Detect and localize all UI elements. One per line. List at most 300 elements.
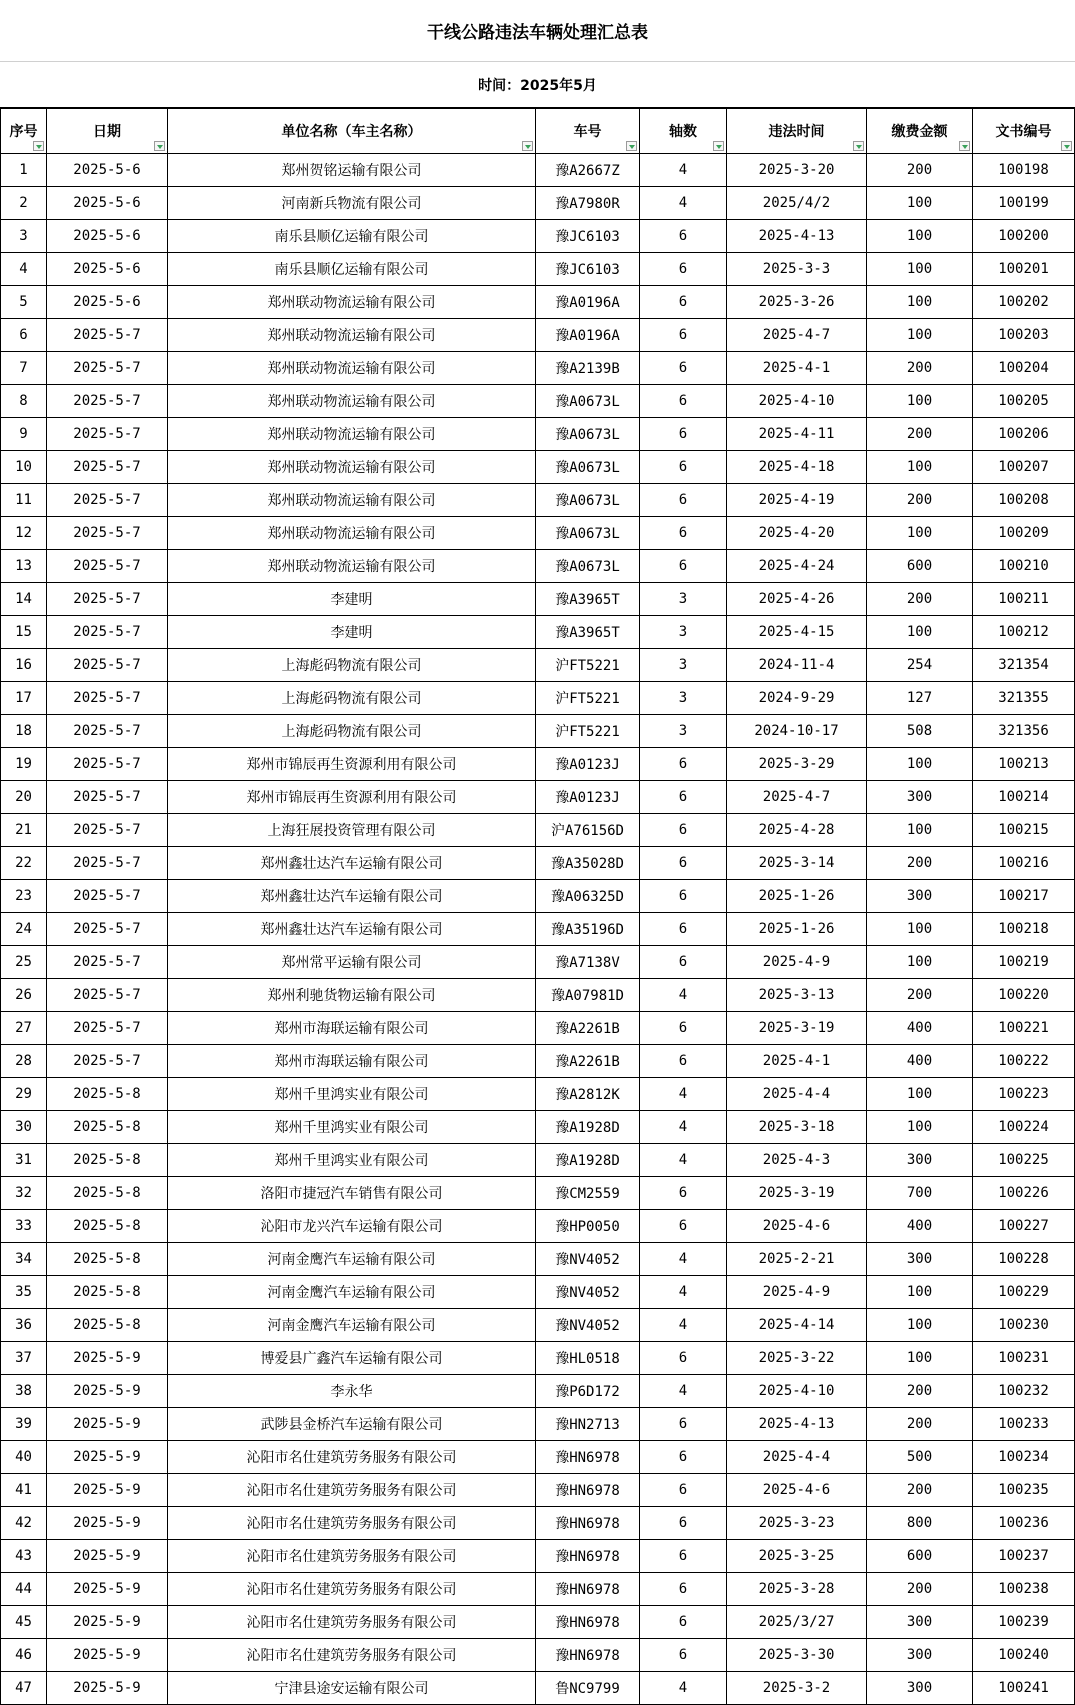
date-cell[interactable]: 2025-5-7	[47, 1012, 168, 1045]
company-cell[interactable]: 南乐县顺亿运输有限公司	[168, 253, 536, 286]
plate-cell[interactable]: 豫A2812K	[536, 1078, 640, 1111]
axle-cell[interactable]: 6	[640, 1045, 727, 1078]
company-cell[interactable]: 郑州千里鸿实业有限公司	[168, 1111, 536, 1144]
doc-number-cell[interactable]: 100230	[973, 1309, 1075, 1342]
axle-cell[interactable]: 6	[640, 1342, 727, 1375]
plate-cell[interactable]: 豫A0673L	[536, 484, 640, 517]
axle-cell[interactable]: 6	[640, 319, 727, 352]
date-cell[interactable]: 2025-5-6	[47, 187, 168, 220]
axle-cell[interactable]: 6	[640, 913, 727, 946]
seq-cell[interactable]: 1	[1, 154, 47, 187]
violation-time-cell[interactable]: 2025-4-24	[727, 550, 867, 583]
violation-time-cell[interactable]: 2025-3-28	[727, 1573, 867, 1606]
doc-number-cell[interactable]: 100227	[973, 1210, 1075, 1243]
date-cell[interactable]: 2025-5-9	[47, 1408, 168, 1441]
doc-number-cell[interactable]: 100237	[973, 1540, 1075, 1573]
doc-number-cell[interactable]: 100212	[973, 616, 1075, 649]
date-cell[interactable]: 2025-5-7	[47, 814, 168, 847]
seq-cell[interactable]: 21	[1, 814, 47, 847]
seq-cell[interactable]: 29	[1, 1078, 47, 1111]
axle-cell[interactable]: 6	[640, 1177, 727, 1210]
seq-cell[interactable]: 42	[1, 1507, 47, 1540]
filter-dropdown-icon[interactable]	[626, 141, 637, 151]
date-cell[interactable]: 2025-5-7	[47, 682, 168, 715]
company-cell[interactable]: 博爱县广鑫汽车运输有限公司	[168, 1342, 536, 1375]
doc-number-cell[interactable]: 100206	[973, 418, 1075, 451]
company-cell[interactable]: 郑州联动物流运输有限公司	[168, 319, 536, 352]
fee-cell[interactable]: 100	[867, 517, 973, 550]
fee-cell[interactable]: 100	[867, 187, 973, 220]
doc-number-cell[interactable]: 100214	[973, 781, 1075, 814]
company-cell[interactable]: 郑州联动物流运输有限公司	[168, 484, 536, 517]
violation-time-cell[interactable]: 2025-4-6	[727, 1210, 867, 1243]
company-cell[interactable]: 郑州鑫壮达汽车运输有限公司	[168, 847, 536, 880]
axle-cell[interactable]: 6	[640, 484, 727, 517]
doc-number-cell[interactable]: 100204	[973, 352, 1075, 385]
axle-cell[interactable]: 3	[640, 583, 727, 616]
violation-time-cell[interactable]: 2025-3-18	[727, 1111, 867, 1144]
fee-cell[interactable]: 100	[867, 748, 973, 781]
date-cell[interactable]: 2025-5-7	[47, 319, 168, 352]
doc-number-cell[interactable]: 100209	[973, 517, 1075, 550]
company-cell[interactable]: 李建明	[168, 616, 536, 649]
plate-cell[interactable]: 豫A07981D	[536, 979, 640, 1012]
violation-time-cell[interactable]: 2025-4-9	[727, 1276, 867, 1309]
violation-time-cell[interactable]: 2025-4-15	[727, 616, 867, 649]
doc-number-cell[interactable]: 100220	[973, 979, 1075, 1012]
violation-time-cell[interactable]: 2025/3/27	[727, 1606, 867, 1639]
axle-cell[interactable]: 4	[640, 1111, 727, 1144]
plate-cell[interactable]: 豫A35196D	[536, 913, 640, 946]
date-cell[interactable]: 2025-5-9	[47, 1606, 168, 1639]
axle-cell[interactable]: 4	[640, 1672, 727, 1705]
plate-cell[interactable]: 豫HN6978	[536, 1441, 640, 1474]
doc-number-cell[interactable]: 100216	[973, 847, 1075, 880]
plate-cell[interactable]: 豫A3965T	[536, 616, 640, 649]
axle-cell[interactable]: 4	[640, 979, 727, 1012]
plate-cell[interactable]: 豫HL0518	[536, 1342, 640, 1375]
company-cell[interactable]: 郑州联动物流运输有限公司	[168, 385, 536, 418]
company-cell[interactable]: 李建明	[168, 583, 536, 616]
violation-time-cell[interactable]: 2025-3-14	[727, 847, 867, 880]
fee-cell[interactable]: 400	[867, 1012, 973, 1045]
doc-number-cell[interactable]: 100200	[973, 220, 1075, 253]
fee-cell[interactable]: 100	[867, 451, 973, 484]
date-cell[interactable]: 2025-5-9	[47, 1639, 168, 1672]
company-cell[interactable]: 郑州千里鸿实业有限公司	[168, 1078, 536, 1111]
seq-cell[interactable]: 30	[1, 1111, 47, 1144]
company-cell[interactable]: 沁阳市名仕建筑劳务服务有限公司	[168, 1441, 536, 1474]
violation-time-cell[interactable]: 2025-4-9	[727, 946, 867, 979]
seq-cell[interactable]: 6	[1, 319, 47, 352]
company-cell[interactable]: 上海彪码物流有限公司	[168, 715, 536, 748]
violation-time-cell[interactable]: 2025-4-7	[727, 319, 867, 352]
seq-cell[interactable]: 33	[1, 1210, 47, 1243]
axle-cell[interactable]: 6	[640, 385, 727, 418]
plate-cell[interactable]: 豫HN6978	[536, 1639, 640, 1672]
company-cell[interactable]: 郑州常平运输有限公司	[168, 946, 536, 979]
fee-cell[interactable]: 200	[867, 847, 973, 880]
date-cell[interactable]: 2025-5-9	[47, 1573, 168, 1606]
doc-number-cell[interactable]: 100232	[973, 1375, 1075, 1408]
plate-cell[interactable]: 豫A0196A	[536, 319, 640, 352]
axle-cell[interactable]: 6	[640, 1408, 727, 1441]
company-cell[interactable]: 洛阳市捷冠汽车销售有限公司	[168, 1177, 536, 1210]
axle-cell[interactable]: 6	[640, 253, 727, 286]
plate-cell[interactable]: 豫NV4052	[536, 1243, 640, 1276]
company-cell[interactable]: 郑州利驰货物运输有限公司	[168, 979, 536, 1012]
date-cell[interactable]: 2025-5-8	[47, 1309, 168, 1342]
plate-cell[interactable]: 豫A3965T	[536, 583, 640, 616]
company-cell[interactable]: 郑州联动物流运输有限公司	[168, 286, 536, 319]
axle-cell[interactable]: 6	[640, 220, 727, 253]
axle-cell[interactable]: 4	[640, 1375, 727, 1408]
seq-cell[interactable]: 13	[1, 550, 47, 583]
fee-cell[interactable]: 300	[867, 1606, 973, 1639]
company-cell[interactable]: 河南金鹰汽车运输有限公司	[168, 1309, 536, 1342]
company-cell[interactable]: 郑州联动物流运输有限公司	[168, 517, 536, 550]
doc-number-cell[interactable]: 100234	[973, 1441, 1075, 1474]
fee-cell[interactable]: 100	[867, 616, 973, 649]
doc-number-cell[interactable]: 321355	[973, 682, 1075, 715]
filter-dropdown-icon[interactable]	[1061, 141, 1072, 151]
company-cell[interactable]: 郑州鑫壮达汽车运输有限公司	[168, 880, 536, 913]
violation-time-cell[interactable]: 2025-3-26	[727, 286, 867, 319]
date-cell[interactable]: 2025-5-7	[47, 1045, 168, 1078]
date-cell[interactable]: 2025-5-6	[47, 220, 168, 253]
fee-cell[interactable]: 100	[867, 319, 973, 352]
date-cell[interactable]: 2025-5-7	[47, 847, 168, 880]
plate-cell[interactable]: 豫NV4052	[536, 1276, 640, 1309]
violation-time-cell[interactable]: 2025-3-3	[727, 253, 867, 286]
company-cell[interactable]: 沁阳市名仕建筑劳务服务有限公司	[168, 1474, 536, 1507]
violation-time-cell[interactable]: 2025-3-2	[727, 1672, 867, 1705]
date-cell[interactable]: 2025-5-7	[47, 385, 168, 418]
date-cell[interactable]: 2025-5-7	[47, 484, 168, 517]
violation-time-cell[interactable]: 2025-4-4	[727, 1441, 867, 1474]
doc-number-cell[interactable]: 100225	[973, 1144, 1075, 1177]
date-cell[interactable]: 2025-5-7	[47, 715, 168, 748]
fee-cell[interactable]: 700	[867, 1177, 973, 1210]
seq-cell[interactable]: 15	[1, 616, 47, 649]
seq-cell[interactable]: 38	[1, 1375, 47, 1408]
company-cell[interactable]: 上海狂展投资管理有限公司	[168, 814, 536, 847]
plate-cell[interactable]: 沪FT5221	[536, 682, 640, 715]
violation-time-cell[interactable]: 2025-4-13	[727, 220, 867, 253]
date-cell[interactable]: 2025-5-7	[47, 451, 168, 484]
fee-cell[interactable]: 100	[867, 1111, 973, 1144]
violation-time-cell[interactable]: 2025-1-26	[727, 880, 867, 913]
plate-cell[interactable]: 豫HP0050	[536, 1210, 640, 1243]
doc-number-cell[interactable]: 100235	[973, 1474, 1075, 1507]
date-cell[interactable]: 2025-5-6	[47, 154, 168, 187]
plate-cell[interactable]: 豫A2261B	[536, 1045, 640, 1078]
axle-cell[interactable]: 4	[640, 1144, 727, 1177]
seq-cell[interactable]: 19	[1, 748, 47, 781]
axle-cell[interactable]: 4	[640, 1243, 727, 1276]
seq-cell[interactable]: 41	[1, 1474, 47, 1507]
plate-cell[interactable]: 豫A7980R	[536, 187, 640, 220]
date-cell[interactable]: 2025-5-8	[47, 1276, 168, 1309]
axle-cell[interactable]: 3	[640, 649, 727, 682]
fee-cell[interactable]: 100	[867, 913, 973, 946]
violation-time-cell[interactable]: 2025-4-10	[727, 385, 867, 418]
doc-number-cell[interactable]: 100223	[973, 1078, 1075, 1111]
violation-time-cell[interactable]: 2025-4-13	[727, 1408, 867, 1441]
doc-number-cell[interactable]: 100238	[973, 1573, 1075, 1606]
plate-cell[interactable]: 豫A2139B	[536, 352, 640, 385]
violation-time-cell[interactable]: 2025-4-18	[727, 451, 867, 484]
fee-cell[interactable]: 100	[867, 1276, 973, 1309]
axle-cell[interactable]: 4	[640, 1078, 727, 1111]
company-cell[interactable]: 郑州联动物流运输有限公司	[168, 418, 536, 451]
seq-cell[interactable]: 20	[1, 781, 47, 814]
plate-cell[interactable]: 豫A0673L	[536, 418, 640, 451]
axle-cell[interactable]: 4	[640, 1276, 727, 1309]
doc-number-cell[interactable]: 100221	[973, 1012, 1075, 1045]
date-cell[interactable]: 2025-5-8	[47, 1243, 168, 1276]
plate-cell[interactable]: 豫A1928D	[536, 1144, 640, 1177]
date-cell[interactable]: 2025-5-8	[47, 1144, 168, 1177]
violation-time-cell[interactable]: 2025-4-26	[727, 583, 867, 616]
violation-time-cell[interactable]: 2025-4-3	[727, 1144, 867, 1177]
axle-cell[interactable]: 4	[640, 187, 727, 220]
doc-number-cell[interactable]: 100222	[973, 1045, 1075, 1078]
axle-cell[interactable]: 6	[640, 1474, 727, 1507]
doc-number-cell[interactable]: 100228	[973, 1243, 1075, 1276]
date-cell[interactable]: 2025-5-7	[47, 583, 168, 616]
date-cell[interactable]: 2025-5-7	[47, 616, 168, 649]
axle-cell[interactable]: 6	[640, 814, 727, 847]
date-cell[interactable]: 2025-5-7	[47, 352, 168, 385]
axle-cell[interactable]: 6	[640, 946, 727, 979]
axle-cell[interactable]: 6	[640, 781, 727, 814]
date-cell[interactable]: 2025-5-9	[47, 1474, 168, 1507]
fee-cell[interactable]: 600	[867, 1540, 973, 1573]
seq-cell[interactable]: 4	[1, 253, 47, 286]
seq-cell[interactable]: 16	[1, 649, 47, 682]
plate-cell[interactable]: 沪FT5221	[536, 715, 640, 748]
date-cell[interactable]: 2025-5-6	[47, 286, 168, 319]
axle-cell[interactable]: 6	[640, 352, 727, 385]
plate-cell[interactable]: 豫NV4052	[536, 1309, 640, 1342]
seq-cell[interactable]: 11	[1, 484, 47, 517]
company-cell[interactable]: 郑州贺铭运输有限公司	[168, 154, 536, 187]
date-cell[interactable]: 2025-5-6	[47, 253, 168, 286]
doc-number-cell[interactable]: 100229	[973, 1276, 1075, 1309]
doc-number-cell[interactable]: 100219	[973, 946, 1075, 979]
doc-number-cell[interactable]: 100201	[973, 253, 1075, 286]
plate-cell[interactable]: 豫P6D172	[536, 1375, 640, 1408]
doc-number-cell[interactable]: 100224	[973, 1111, 1075, 1144]
violation-time-cell[interactable]: 2024-10-17	[727, 715, 867, 748]
seq-cell[interactable]: 14	[1, 583, 47, 616]
doc-number-cell[interactable]: 321356	[973, 715, 1075, 748]
axle-cell[interactable]: 6	[640, 748, 727, 781]
company-cell[interactable]: 沁阳市名仕建筑劳务服务有限公司	[168, 1573, 536, 1606]
date-cell[interactable]: 2025-5-8	[47, 1177, 168, 1210]
axle-cell[interactable]: 6	[640, 1540, 727, 1573]
date-cell[interactable]: 2025-5-9	[47, 1540, 168, 1573]
date-cell[interactable]: 2025-5-7	[47, 649, 168, 682]
violation-time-cell[interactable]: 2025-3-30	[727, 1639, 867, 1672]
filter-dropdown-icon[interactable]	[33, 141, 44, 151]
fee-cell[interactable]: 400	[867, 1210, 973, 1243]
seq-cell[interactable]: 40	[1, 1441, 47, 1474]
plate-cell[interactable]: 沪A76156D	[536, 814, 640, 847]
axle-cell[interactable]: 3	[640, 715, 727, 748]
fee-cell[interactable]: 500	[867, 1441, 973, 1474]
filter-dropdown-icon[interactable]	[154, 141, 165, 151]
violation-time-cell[interactable]: 2025-4-6	[727, 1474, 867, 1507]
violation-time-cell[interactable]: 2025-3-19	[727, 1177, 867, 1210]
doc-number-cell[interactable]: 100217	[973, 880, 1075, 913]
fee-cell[interactable]: 600	[867, 550, 973, 583]
violation-time-cell[interactable]: 2025-3-23	[727, 1507, 867, 1540]
plate-cell[interactable]: 豫A0123J	[536, 748, 640, 781]
company-cell[interactable]: 沁阳市名仕建筑劳务服务有限公司	[168, 1507, 536, 1540]
company-cell[interactable]: 沁阳市名仕建筑劳务服务有限公司	[168, 1606, 536, 1639]
doc-number-cell[interactable]: 100203	[973, 319, 1075, 352]
seq-cell[interactable]: 26	[1, 979, 47, 1012]
violation-time-cell[interactable]: 2025-4-4	[727, 1078, 867, 1111]
company-cell[interactable]: 郑州联动物流运输有限公司	[168, 451, 536, 484]
violation-time-cell[interactable]: 2025-4-20	[727, 517, 867, 550]
plate-cell[interactable]: 豫A0196A	[536, 286, 640, 319]
company-cell[interactable]: 郑州市锦辰再生资源利用有限公司	[168, 781, 536, 814]
company-cell[interactable]: 郑州千里鸿实业有限公司	[168, 1144, 536, 1177]
date-cell[interactable]: 2025-5-9	[47, 1342, 168, 1375]
violation-time-cell[interactable]: 2025-4-1	[727, 352, 867, 385]
violation-time-cell[interactable]: 2025-3-19	[727, 1012, 867, 1045]
company-cell[interactable]: 沁阳市名仕建筑劳务服务有限公司	[168, 1639, 536, 1672]
seq-cell[interactable]: 23	[1, 880, 47, 913]
violation-time-cell[interactable]: 2025-3-13	[727, 979, 867, 1012]
date-cell[interactable]: 2025-5-7	[47, 979, 168, 1012]
doc-number-cell[interactable]: 100239	[973, 1606, 1075, 1639]
axle-cell[interactable]: 6	[640, 286, 727, 319]
seq-cell[interactable]: 36	[1, 1309, 47, 1342]
fee-cell[interactable]: 300	[867, 1639, 973, 1672]
fee-cell[interactable]: 200	[867, 979, 973, 1012]
company-cell[interactable]: 郑州市海联运输有限公司	[168, 1045, 536, 1078]
seq-cell[interactable]: 12	[1, 517, 47, 550]
violation-time-cell[interactable]: 2025-3-22	[727, 1342, 867, 1375]
axle-cell[interactable]: 6	[640, 517, 727, 550]
seq-cell[interactable]: 35	[1, 1276, 47, 1309]
company-cell[interactable]: 郑州市锦辰再生资源利用有限公司	[168, 748, 536, 781]
plate-cell[interactable]: 鲁NC9799	[536, 1672, 640, 1705]
violation-time-cell[interactable]: 2025/4/2	[727, 187, 867, 220]
seq-cell[interactable]: 39	[1, 1408, 47, 1441]
axle-cell[interactable]: 6	[640, 1573, 727, 1606]
doc-number-cell[interactable]: 100202	[973, 286, 1075, 319]
fee-cell[interactable]: 200	[867, 1573, 973, 1606]
axle-cell[interactable]: 6	[640, 550, 727, 583]
fee-cell[interactable]: 300	[867, 1243, 973, 1276]
filter-dropdown-icon[interactable]	[713, 141, 724, 151]
plate-cell[interactable]: 豫JC6103	[536, 253, 640, 286]
axle-cell[interactable]: 6	[640, 847, 727, 880]
company-cell[interactable]: 郑州联动物流运输有限公司	[168, 352, 536, 385]
violation-time-cell[interactable]: 2025-4-1	[727, 1045, 867, 1078]
date-cell[interactable]: 2025-5-7	[47, 418, 168, 451]
filter-dropdown-icon[interactable]	[522, 141, 533, 151]
seq-cell[interactable]: 25	[1, 946, 47, 979]
fee-cell[interactable]: 300	[867, 1672, 973, 1705]
company-cell[interactable]: 李永华	[168, 1375, 536, 1408]
violation-time-cell[interactable]: 2025-4-14	[727, 1309, 867, 1342]
violation-time-cell[interactable]: 2025-2-21	[727, 1243, 867, 1276]
seq-cell[interactable]: 2	[1, 187, 47, 220]
doc-number-cell[interactable]: 100218	[973, 913, 1075, 946]
axle-cell[interactable]: 4	[640, 1309, 727, 1342]
company-cell[interactable]: 河南金鹰汽车运输有限公司	[168, 1276, 536, 1309]
seq-cell[interactable]: 17	[1, 682, 47, 715]
plate-cell[interactable]: 豫A0673L	[536, 550, 640, 583]
date-cell[interactable]: 2025-5-9	[47, 1507, 168, 1540]
plate-cell[interactable]: 豫A35028D	[536, 847, 640, 880]
fee-cell[interactable]: 100	[867, 814, 973, 847]
plate-cell[interactable]: 豫CM2559	[536, 1177, 640, 1210]
company-cell[interactable]: 沁阳市名仕建筑劳务服务有限公司	[168, 1540, 536, 1573]
violation-time-cell[interactable]: 2025-3-20	[727, 154, 867, 187]
date-cell[interactable]: 2025-5-9	[47, 1375, 168, 1408]
violation-time-cell[interactable]: 2024-9-29	[727, 682, 867, 715]
doc-number-cell[interactable]: 100241	[973, 1672, 1075, 1705]
violation-time-cell[interactable]: 2024-11-4	[727, 649, 867, 682]
fee-cell[interactable]: 254	[867, 649, 973, 682]
plate-cell[interactable]: 豫A06325D	[536, 880, 640, 913]
company-cell[interactable]: 郑州鑫壮达汽车运输有限公司	[168, 913, 536, 946]
company-cell[interactable]: 沁阳市龙兴汽车运输有限公司	[168, 1210, 536, 1243]
seq-cell[interactable]: 18	[1, 715, 47, 748]
doc-number-cell[interactable]: 100215	[973, 814, 1075, 847]
fee-cell[interactable]: 300	[867, 781, 973, 814]
seq-cell[interactable]: 24	[1, 913, 47, 946]
axle-cell[interactable]: 6	[640, 1606, 727, 1639]
doc-number-cell[interactable]: 100208	[973, 484, 1075, 517]
axle-cell[interactable]: 6	[640, 451, 727, 484]
doc-number-cell[interactable]: 100198	[973, 154, 1075, 187]
doc-number-cell[interactable]: 100240	[973, 1639, 1075, 1672]
plate-cell[interactable]: 豫HN6978	[536, 1573, 640, 1606]
doc-number-cell[interactable]: 100213	[973, 748, 1075, 781]
date-cell[interactable]: 2025-5-7	[47, 550, 168, 583]
fee-cell[interactable]: 800	[867, 1507, 973, 1540]
fee-cell[interactable]: 200	[867, 1375, 973, 1408]
doc-number-cell[interactable]: 100211	[973, 583, 1075, 616]
fee-cell[interactable]: 200	[867, 418, 973, 451]
fee-cell[interactable]: 100	[867, 1078, 973, 1111]
company-cell[interactable]: 河南金鹰汽车运输有限公司	[168, 1243, 536, 1276]
doc-number-cell[interactable]: 100210	[973, 550, 1075, 583]
doc-number-cell[interactable]: 100226	[973, 1177, 1075, 1210]
fee-cell[interactable]: 300	[867, 1144, 973, 1177]
violation-time-cell[interactable]: 2025-1-26	[727, 913, 867, 946]
fee-cell[interactable]: 100	[867, 1342, 973, 1375]
plate-cell[interactable]: 豫HN6978	[536, 1474, 640, 1507]
seq-cell[interactable]: 22	[1, 847, 47, 880]
date-cell[interactable]: 2025-5-8	[47, 1078, 168, 1111]
seq-cell[interactable]: 7	[1, 352, 47, 385]
fee-cell[interactable]: 200	[867, 583, 973, 616]
axle-cell[interactable]: 6	[640, 1441, 727, 1474]
fee-cell[interactable]: 200	[867, 1474, 973, 1507]
seq-cell[interactable]: 3	[1, 220, 47, 253]
fee-cell[interactable]: 100	[867, 385, 973, 418]
company-cell[interactable]: 宁津县途安运输有限公司	[168, 1672, 536, 1705]
